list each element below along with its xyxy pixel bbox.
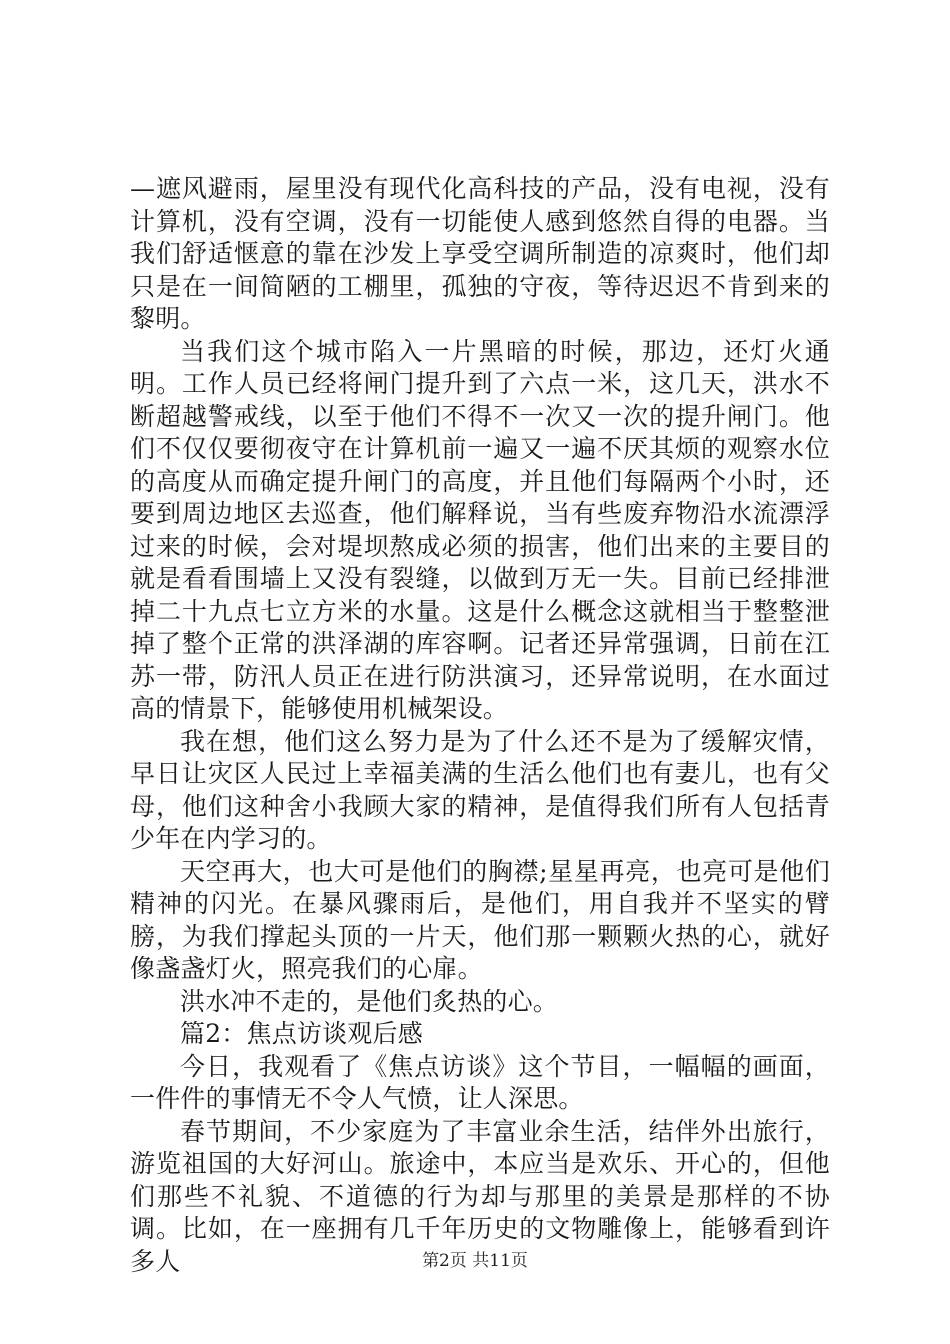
paragraph-night-watch: 当我们这个城市陷入一片黑暗的时候，那边，还灯火通明。工作人员已经将闸门提升到了六点一米，这几天，洪水不断超越警戒线，以至于他们不得不一次又一次的提升闸门。他们不仅仅要彻夜守在计算机前一遍又一遍不厌其烦的观察水位的高度从而确定提升闸门的高度，并且他们每隔两个小时，还要到周边地区去巡查，他们解释说，当有些废弃物沿水流漂浮过来的时候，会对堤坝熬成必须的损害，他们出来的主要目的就是看看围墙上又没有裂缝，以做到万无一失。目前已经排泄掉二十九点七立方米的水量。这是什么概念这就相当于整整泄掉了整个正常的洪泽湖的库容啊。记者还异常强调，日前在江苏一带，防汛人员正在进行防洪演习，还异常说明，在水面过高的情景下，能够使用机械架设。 bbox=[130, 336, 830, 723]
document-body bbox=[130, 173, 830, 1278]
section-heading: 篇2：焦点访谈观后感 bbox=[180, 1019, 423, 1048]
paragraph-spring-festival: 春节期间，不少家庭为了丰富业余生活，结伴外出旅行，游览祖国的大好河山。旅途中，本应当是欢乐、开心的，但他们那些不礼貌、不道德的行为却与那里的美景是那样的不协调。比如，在一座拥有几千年历史的文物雕像上，能够看到许多人 bbox=[130, 1116, 830, 1276]
paragraph-closing: 洪水冲不走的，是他们炙热的心。 bbox=[180, 986, 559, 1016]
paragraph-intro: 今日，我观看了《焦点访谈》这个节目，一幅幅的画面，一件件的事情无不令人气愤，让人深思。 bbox=[130, 1051, 830, 1113]
paragraph-continued: —遮风避雨，屋里没有现代化高科技的产品，没有电视，没有计算机，没有空调，没有一切能使人感到悠然自得的电器。当我们舒适惬意的靠在沙发上享受空调所制造的凉爽时，他们却只是在一间简陋的工棚里，孤独的守夜，等待迟迟不肯到来的黎明。 bbox=[130, 174, 830, 333]
paragraph-reflection: 我在想，他们这么努力是为了什么还不是为了缓解灾情，早日让灾区人民过上幸福美满的生活么他们也有妻儿，也有父母，他们这种舍小我顾大家的精神，是值得我们所有人包括青少年在内学习的。 bbox=[130, 726, 830, 853]
page-footer: 第2页 共11页 bbox=[422, 1251, 528, 1271]
paragraph-praise: 天空再大，也大可是他们的胸襟;星星再亮，也亮可是他们精神的闪光。在暴风骤雨后，是他们，用自我并不坚实的臂膀，为我们撑起头顶的一片天，他们那一颗颗火热的心，就好像盏盏灯火，照亮我们的心扉。 bbox=[130, 856, 830, 983]
